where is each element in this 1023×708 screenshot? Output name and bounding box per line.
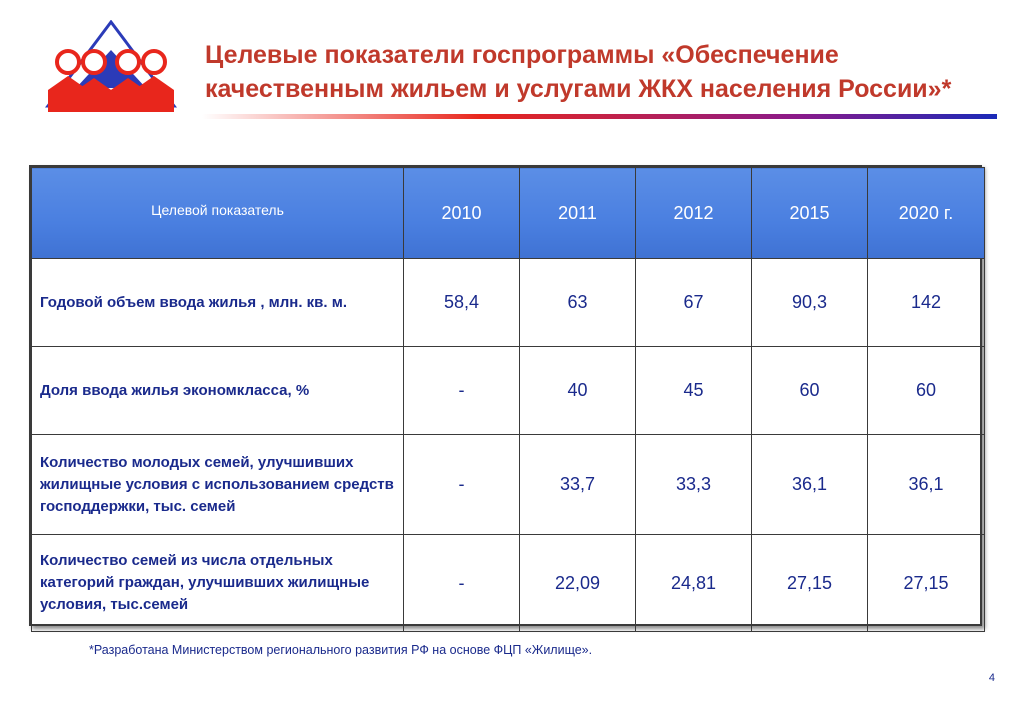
table-row <box>32 535 985 632</box>
header-2010: 2010 <box>404 168 520 259</box>
row-label: Количество семей из числа отдельных категорий граждан, улучшивших жилищные условия, тыс.семей <box>32 535 404 632</box>
cell-value: 36,1 <box>752 435 868 535</box>
cell-value: 63 <box>520 259 636 347</box>
cell-value: 60 <box>752 347 868 435</box>
row-label: Количество молодых семей, улучшивших жилищные условия с использованием средств господдержки, тыс. семей <box>32 435 404 535</box>
cell-value: 27,15 <box>868 535 985 632</box>
indicators-table <box>29 165 982 626</box>
title-line-2: качественным жильем и услугами ЖКХ населения России»* <box>205 75 952 103</box>
row-label: Доля ввода жилья экономкласса, % <box>32 347 404 435</box>
cell-value: 142 <box>868 259 985 347</box>
footnote: *Разработана Министерством регионального развития РФ на основе ФЦП «Жилище». <box>89 643 593 657</box>
table-header-row <box>32 168 985 259</box>
title-underline <box>202 114 997 119</box>
table-row <box>32 259 985 347</box>
table-row <box>32 347 985 435</box>
cell-value: 33,7 <box>520 435 636 535</box>
cell-value: 24,81 <box>636 535 752 632</box>
header-2012: 2012 <box>636 168 752 259</box>
header-2015: 2015 <box>752 168 868 259</box>
cell-value: 60 <box>868 347 985 435</box>
cell-value: - <box>404 347 520 435</box>
row-label: Годовой объем ввода жилья , млн. кв. м. <box>32 259 404 347</box>
cell-value: 40 <box>520 347 636 435</box>
page-number: 4 <box>988 672 995 684</box>
header-indicator: Целевой показатель <box>32 168 404 259</box>
cell-value: 58,4 <box>404 259 520 347</box>
header-2011: 2011 <box>520 168 636 259</box>
title-line-1: Целевые показатели госпрограммы «Обеспечение <box>205 41 839 69</box>
cell-value: 67 <box>636 259 752 347</box>
cell-value: 45 <box>636 347 752 435</box>
header-2020: 2020 г. <box>868 168 985 259</box>
cell-value: - <box>404 535 520 632</box>
cell-value: 22,09 <box>520 535 636 632</box>
cell-value: 33,3 <box>636 435 752 535</box>
page-title <box>205 38 1005 106</box>
table-row <box>32 435 985 535</box>
cell-value: 90,3 <box>752 259 868 347</box>
cell-value: - <box>404 435 520 535</box>
cell-value: 36,1 <box>868 435 985 535</box>
logo <box>44 20 179 116</box>
cell-value: 27,15 <box>752 535 868 632</box>
